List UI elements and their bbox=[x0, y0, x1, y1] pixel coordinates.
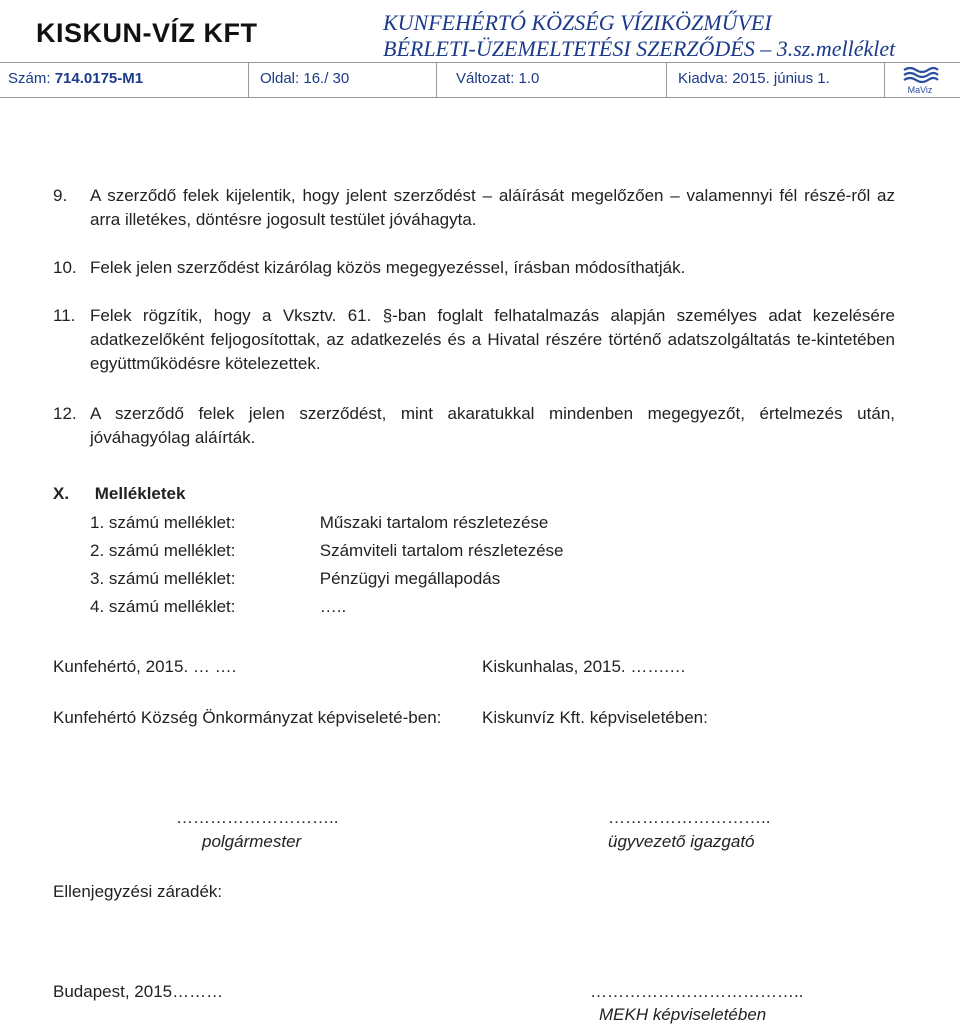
clause-text: A szerződő felek jelen szerződést, mint akaratukkal mindenben megegyezőt, értelmezés után, jóváhagyólag aláírták. bbox=[90, 404, 895, 447]
annex-label: 3. számú melléklet: bbox=[90, 569, 236, 588]
left-signature-line: ……………………….. bbox=[176, 808, 339, 827]
mekh-signer-role: MEKH képviseletében bbox=[599, 1005, 767, 1024]
left-party: Kunfehértó Község Önkormányzat képviseleté-ben: bbox=[53, 708, 442, 727]
right-place-date: Kiskunhalas, 2015. …….… bbox=[482, 657, 687, 676]
meta-divider bbox=[436, 63, 437, 97]
annex-row bbox=[90, 513, 548, 533]
right-party: Kiskunvíz Kft. képviseletében: bbox=[482, 708, 708, 727]
document-title bbox=[383, 10, 943, 62]
document-header bbox=[0, 0, 960, 62]
left-signer-role: polgármester bbox=[202, 832, 302, 851]
annex-row bbox=[90, 597, 346, 617]
right-signer-role: ügyvezető igazgató bbox=[608, 832, 755, 851]
left-place-date: Kunfehértó, 2015. … …. bbox=[53, 657, 237, 676]
clause-9 bbox=[53, 184, 895, 232]
annex-value: Pénzügyi megállapodás bbox=[319, 569, 501, 588]
clause-number: 12. bbox=[53, 404, 77, 423]
doc-number bbox=[8, 70, 143, 87]
countersign-clause: Ellenjegyzési záradék: bbox=[53, 882, 223, 901]
company-brand: KISKUN-VÍZ KFT bbox=[36, 18, 258, 48]
document-title-line1: KUNFEHÉRTÓ KÖZSÉG VÍZIKÖZMŰVEI bbox=[383, 10, 772, 35]
meta-divider bbox=[248, 63, 249, 97]
annex-value: Számviteli tartalom részletezése bbox=[319, 541, 564, 560]
clause-number: 10. bbox=[53, 258, 77, 277]
clause-text: Felek rögzítik, hogy a Vksztv. 61. §-ban foglalt felhatalmazás alapján személyes adat kezelésére adatkezelőként feljogosítottak, az adatkezelés és a Hivatal részére történő adatszolgáltatás te-kintetében együttműködésre kötelezettek. bbox=[90, 306, 895, 373]
section-number: X. bbox=[53, 484, 70, 503]
right-signature-line: ……………………….. bbox=[608, 808, 771, 827]
budapest-place-date: Budapest, 2015……… bbox=[53, 982, 224, 1001]
annex-label: 2. számú melléklet: bbox=[90, 541, 236, 560]
clause-text: A szerződő felek kijelentik, hogy jelent szerződést – aláírását megelőzően – valamennyi fél részé-ről az arra illetékes, döntésre jogosult testület jóváhagyta. bbox=[90, 186, 895, 229]
annex-value: ….. bbox=[319, 597, 347, 616]
clause-11 bbox=[53, 304, 895, 376]
annex-row bbox=[90, 569, 500, 589]
document-title-line2: BÉRLETI-ÜZEMELTETÉSI SZERZŐDÉS – 3.sz.melléklet bbox=[383, 36, 896, 61]
issue-date: Kiadva: 2015. június 1. bbox=[678, 70, 830, 87]
clause-text: Felek jelen szerződést kizárólag közös megegyezéssel, írásban módosíthatják. bbox=[90, 258, 686, 277]
clause-number: 11. bbox=[53, 306, 76, 325]
mekh-signature-line: ……………………………….. bbox=[590, 982, 804, 1001]
doc-number-value: 714.0175-M1 bbox=[54, 70, 144, 87]
annex-row bbox=[90, 541, 564, 561]
annex-value: Műszaki tartalom részletezése bbox=[319, 513, 549, 532]
maviz-logo-icon bbox=[898, 65, 942, 95]
clause-12 bbox=[53, 402, 895, 450]
document-meta-bar bbox=[0, 62, 960, 98]
annex-label: 4. számú melléklet: bbox=[90, 597, 236, 616]
doc-number-label: Szám: bbox=[8, 70, 51, 87]
annex-label: 1. számú melléklet: bbox=[90, 513, 236, 532]
meta-divider bbox=[666, 63, 667, 97]
meta-divider bbox=[884, 63, 885, 97]
logo-wordmark: MaViz bbox=[907, 85, 933, 95]
page-number: Oldal: 16./ 30 bbox=[260, 70, 350, 87]
section-heading bbox=[53, 484, 185, 504]
version: Változat: 1.0 bbox=[456, 70, 540, 87]
clause-number: 9. bbox=[53, 186, 68, 205]
clause-10 bbox=[53, 256, 895, 280]
section-title: Mellékletek bbox=[94, 484, 186, 503]
